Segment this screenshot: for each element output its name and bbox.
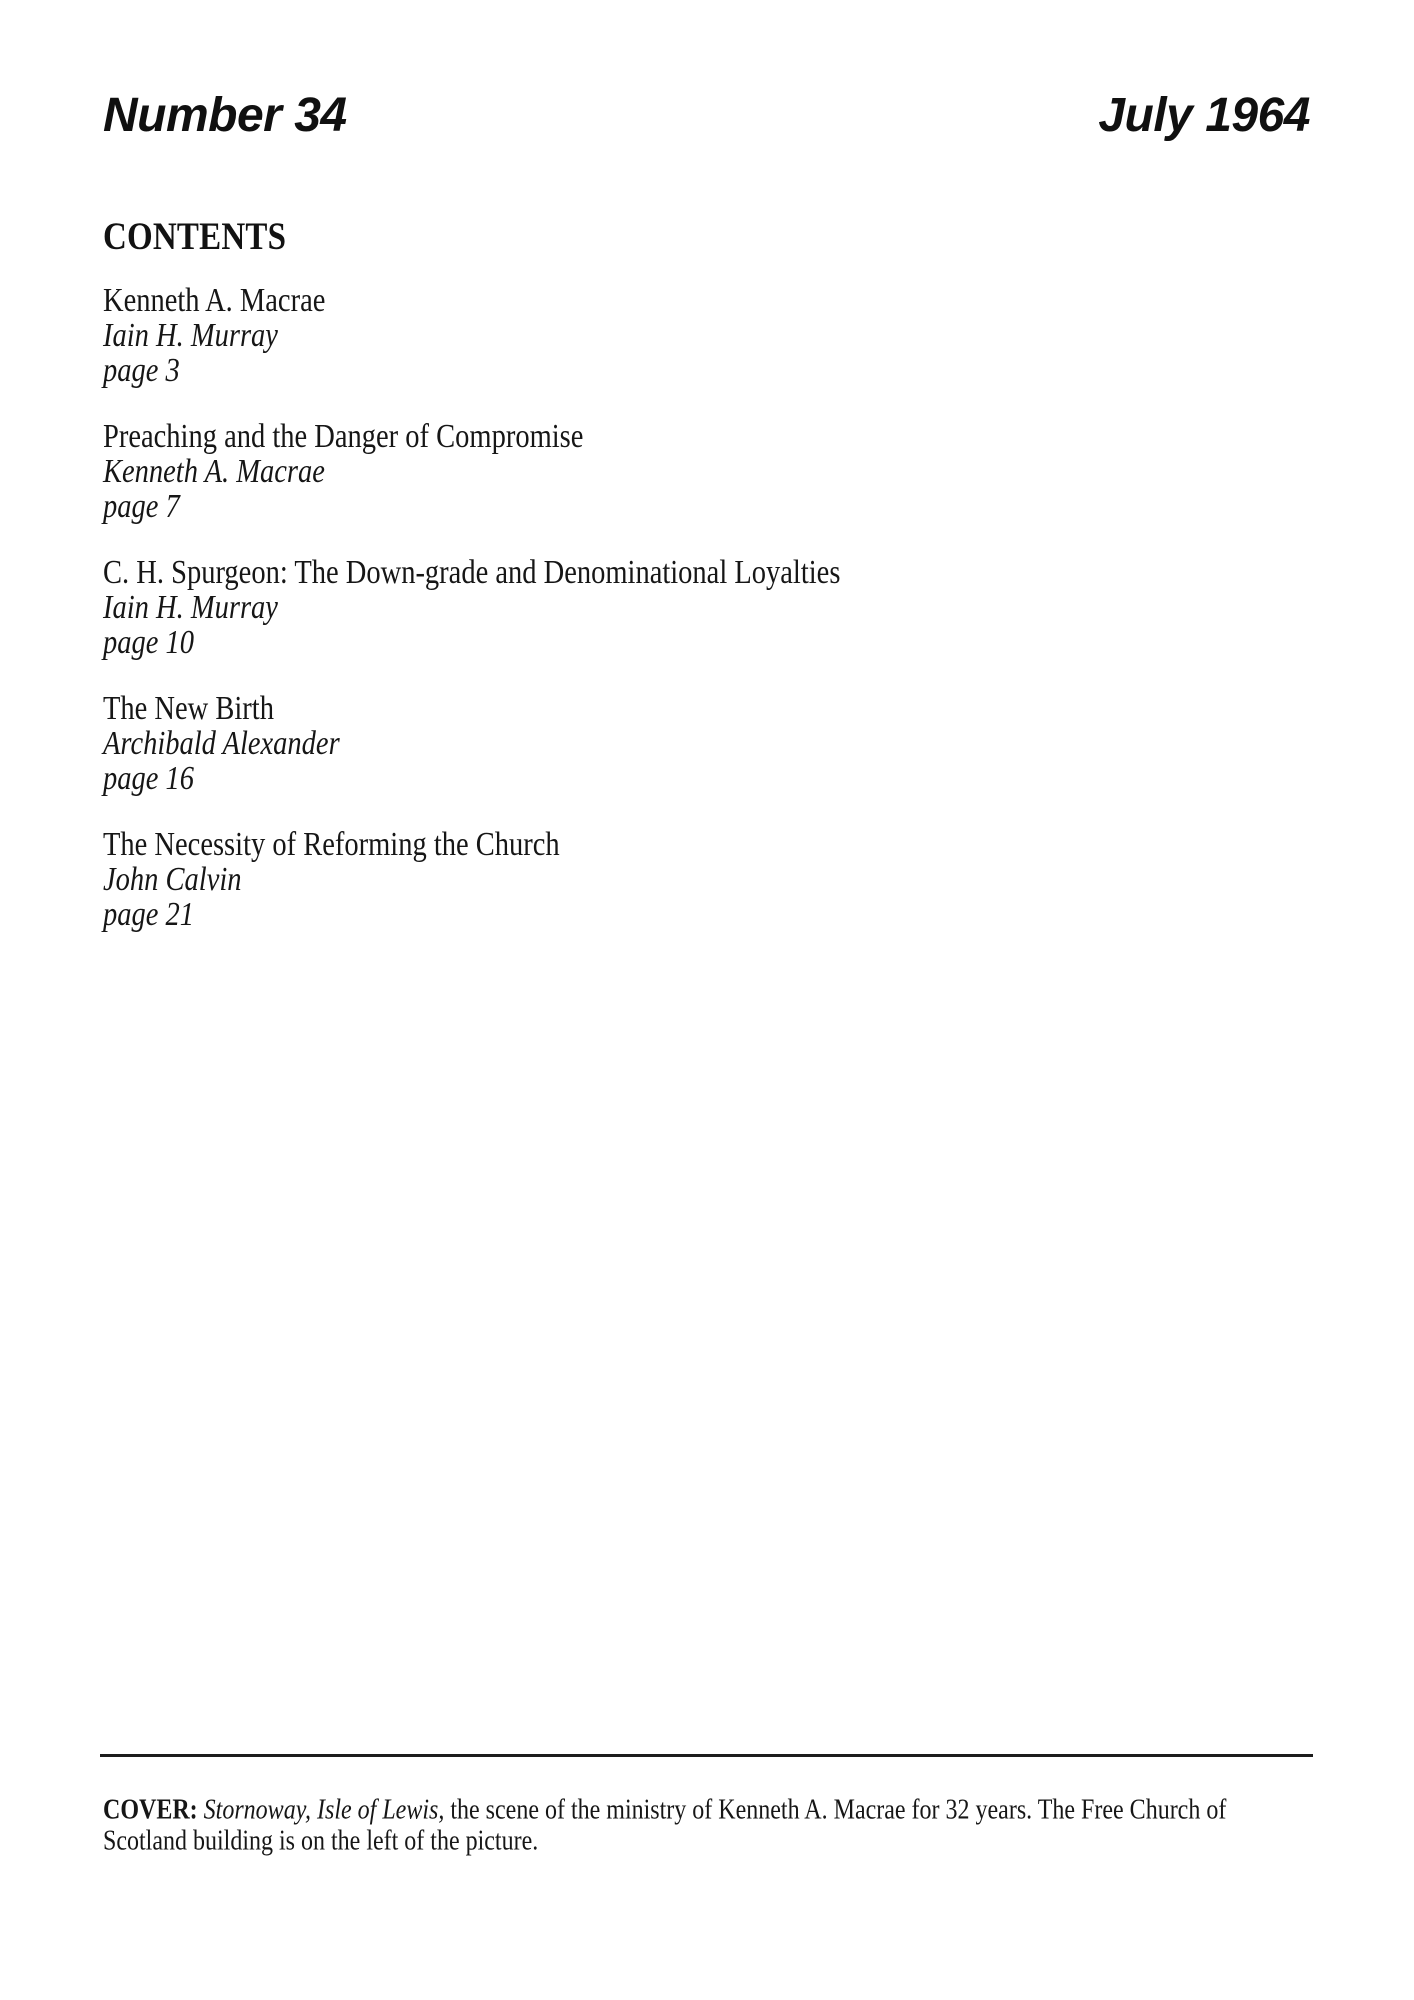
article-author: Kenneth A. Macrae (103, 453, 325, 491)
article-entry (103, 418, 1414, 526)
article-entry (103, 282, 1414, 390)
article-author: Iain H. Murray (103, 589, 278, 627)
article-page: page 10 (103, 624, 195, 662)
article-entry (103, 690, 1414, 798)
cover-note (103, 1797, 1310, 1859)
contents-heading: CONTENTS (103, 215, 287, 259)
article-title: Kenneth A. Macrae (103, 282, 326, 320)
article-title: The Necessity of Reforming the Church (103, 826, 560, 864)
article-entry (103, 554, 1414, 662)
article-page: page 7 (103, 488, 180, 526)
issue-number: Number 34 (103, 89, 347, 142)
article-author: Iain H. Murray (103, 317, 278, 355)
contents-list (103, 282, 1414, 934)
article-author: John Calvin (103, 861, 242, 899)
cover-description-line1: the scene of the ministry of Kenneth A. Macrae for 32 years. The Free Church of (450, 1795, 1227, 1826)
article-page: page 21 (103, 896, 195, 934)
masthead (103, 89, 1310, 142)
article-title: Preaching and the Danger of Compromise (103, 418, 584, 456)
cover-description-line2: Scotland building is on the left of the picture. (103, 1826, 539, 1857)
article-author: Archibald Alexander (103, 725, 340, 763)
article-title: The New Birth (103, 690, 274, 728)
article-title: C. H. Spurgeon: The Down-grade and Denominational Loyalties (103, 554, 841, 592)
issue-date: July 1964 (1098, 89, 1310, 142)
article-entry (103, 826, 1414, 934)
article-page: page 16 (103, 760, 195, 798)
cover-location: Stornoway, Isle of Lewis, (203, 1795, 445, 1826)
article-page: page 3 (103, 352, 180, 390)
divider-rule (100, 1754, 1313, 1757)
cover-label: COVER: (103, 1795, 198, 1826)
